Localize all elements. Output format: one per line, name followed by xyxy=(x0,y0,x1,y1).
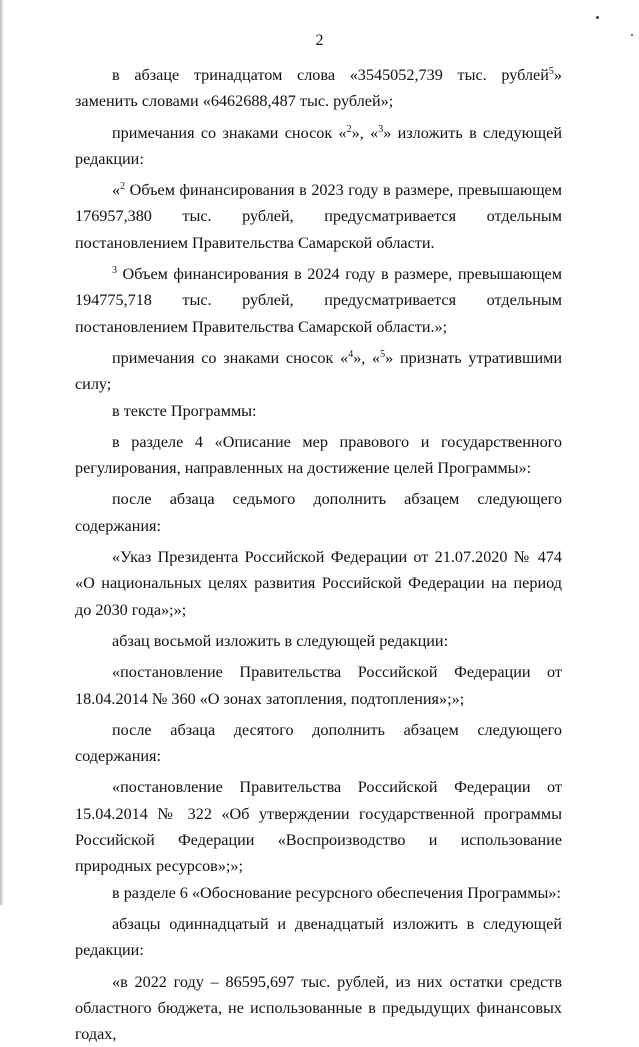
scan-left-edge xyxy=(0,0,4,905)
text: » заменить словами «6462688,487 тыс. рублей»; xyxy=(75,66,562,110)
text: », « xyxy=(352,124,379,142)
paragraph: «постановление Правительства Российской Федерации от 15.04.2014 № 322 «Об утверждении государственной программы Российской Федерации «Воспроизводство и использование природных ресурсов»;»; xyxy=(75,774,562,879)
paragraph: в разделе 4 «Описание мер правового и государственного регулирования, направленных на достижение целей Программы»: xyxy=(75,429,562,482)
document-body xyxy=(75,62,562,1047)
text: Объем финансирования в 2023 году в размере, превышающем 176957,380 тыс. рублей, предусматривается отдельным постановлением Правительства Самарской области. xyxy=(75,181,562,252)
footnote-mark: 2 xyxy=(347,124,352,135)
footnote-mark: 5 xyxy=(549,66,554,77)
page-number: 2 xyxy=(0,32,639,50)
paragraph xyxy=(75,120,562,173)
footnote-mark: 3 xyxy=(112,265,117,276)
paragraph: абзацы одиннадцатый и двенадцатый изложить в следующей редакции: xyxy=(75,911,562,964)
text: « xyxy=(112,181,120,199)
text: в абзаце тринадцатом слова «3545052,739 тыс. рублей xyxy=(112,66,549,84)
paragraph: «в 2022 году – 86595,697 тыс. рублей, из них остатки средств областного бюджета, не использованные в предыдущих финансовых годах, xyxy=(75,969,562,1047)
text: примечания со знаками сносок « xyxy=(112,349,348,367)
text: » признать утратившими силу; xyxy=(75,349,562,393)
paragraph xyxy=(75,345,562,398)
text: Объем финансирования в 2024 году в размере, превышающем 194775,718 тыс. рублей, предусматривается отдельным постановлением Правительства Самарской области.»; xyxy=(75,265,562,336)
text: », « xyxy=(353,349,380,367)
paragraph: в разделе 6 «Обоснование ресурсного обеспечения Программы»: xyxy=(75,880,562,906)
paragraph: после абзаца десятого дополнить абзацем следующего содержания: xyxy=(75,717,562,770)
paragraph xyxy=(75,62,562,115)
paragraph: после абзаца седьмого дополнить абзацем следующего содержания: xyxy=(75,486,562,539)
footnote-mark: 3 xyxy=(378,124,383,135)
paragraph xyxy=(75,177,562,256)
paragraph xyxy=(75,261,562,340)
text: примечания со знаками сносок « xyxy=(112,124,347,142)
text: » изложить в следующей редакции: xyxy=(75,124,562,168)
footnote-mark: 4 xyxy=(348,349,353,360)
paragraph: «постановление Правительства Российской Федерации от 18.04.2014 № 360 «О зонах затопления, подтопления»;»; xyxy=(75,659,562,712)
paragraph: абзац восьмой изложить в следующей редакции: xyxy=(75,628,562,654)
footnote-mark: 2 xyxy=(120,181,125,192)
paragraph: «Указ Президента Российской Федерации от 21.07.2020 № 474 «О национальных целях развития Российской Федерации на период до 2030 года»;»; xyxy=(75,544,562,623)
scan-speck xyxy=(596,16,599,19)
paragraph: в тексте Программы: xyxy=(75,398,562,424)
footnote-mark: 5 xyxy=(380,349,385,360)
